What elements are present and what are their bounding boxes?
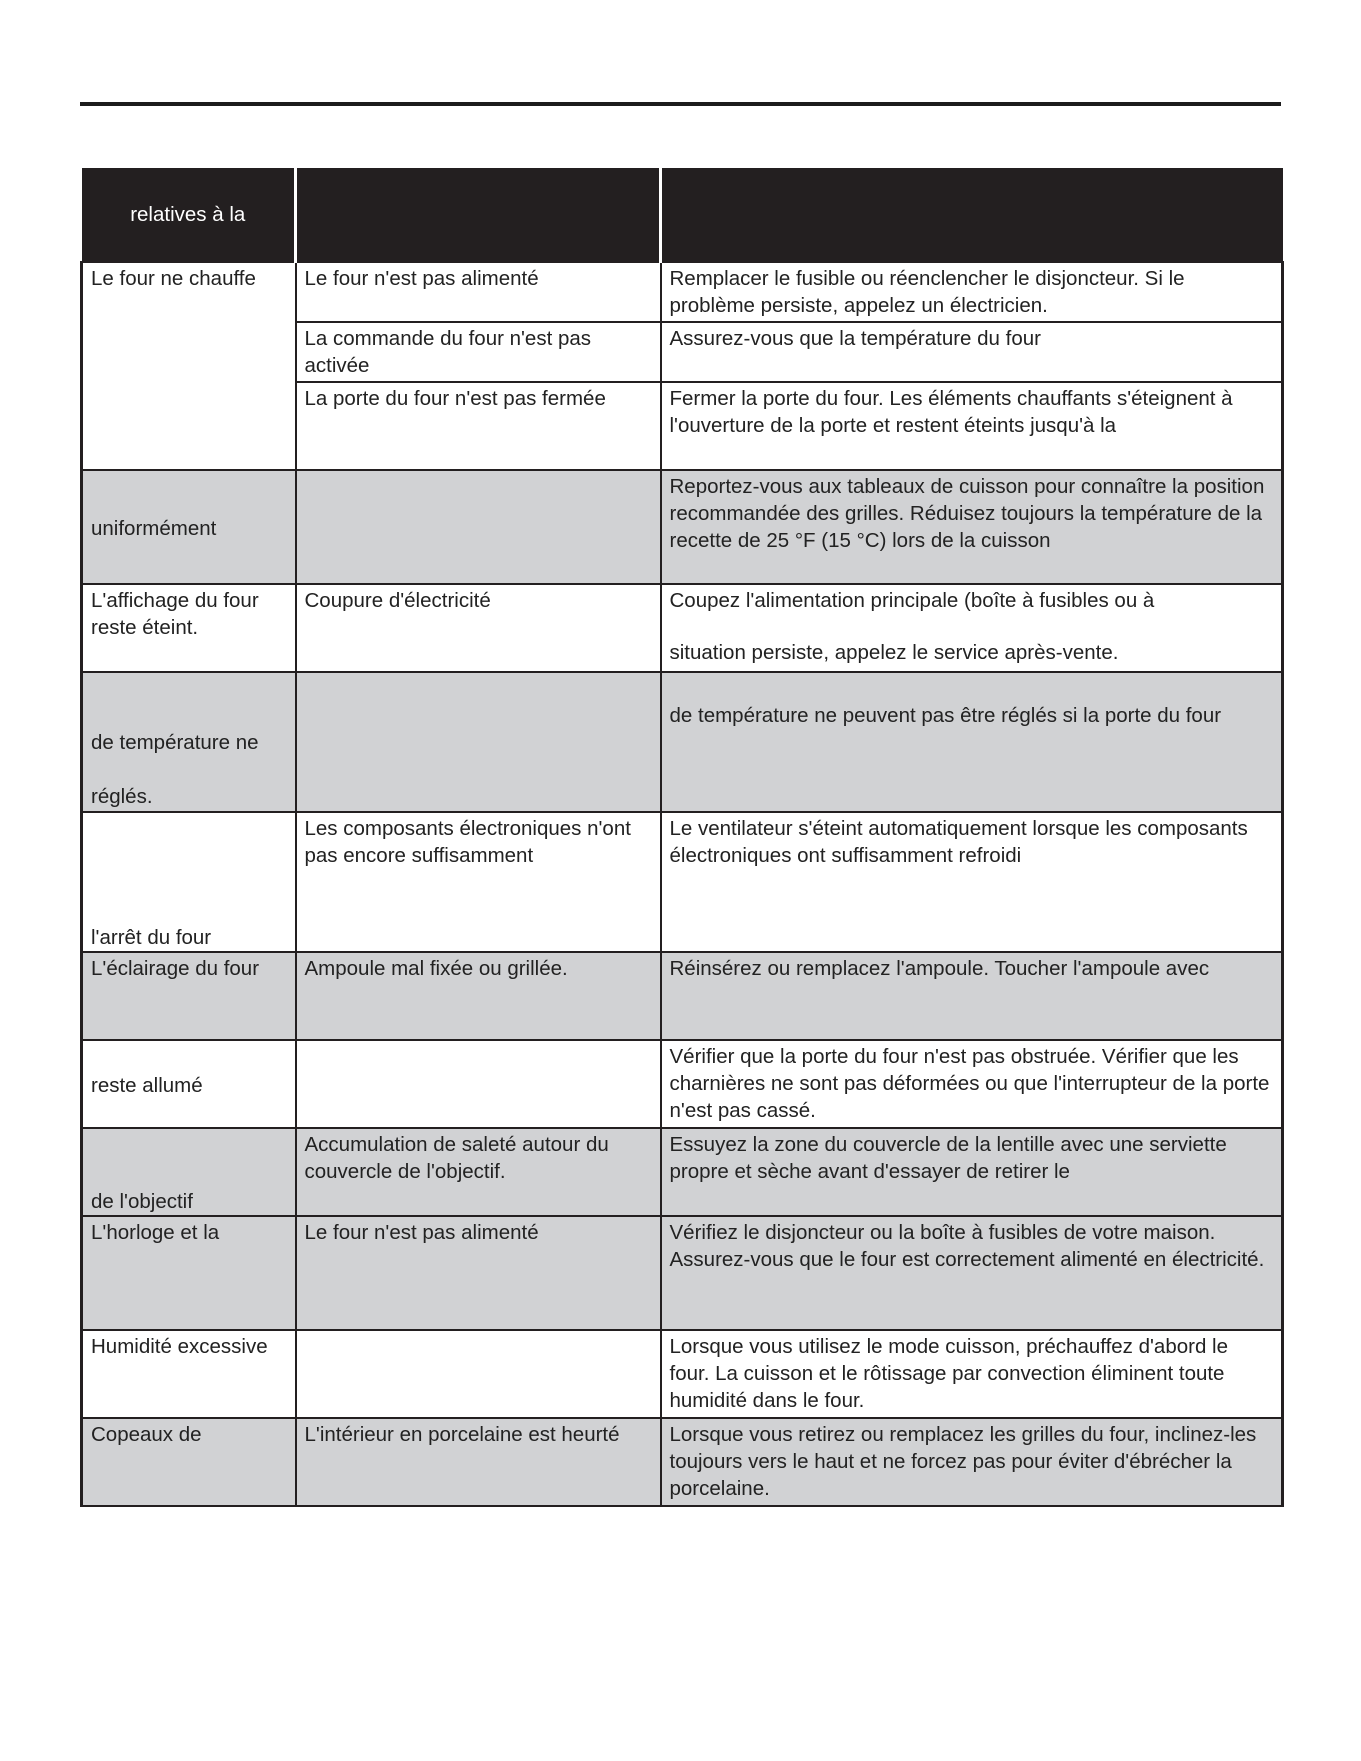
solution-cell: Le ventilateur s'éteint automatiquement lorsque les composants électroniques ont suffisamment refroidi [661, 812, 1283, 952]
cause-cell: Le four n'est pas alimenté [296, 1216, 661, 1330]
table-row [82, 1216, 1283, 1330]
solution-cell: Essuyez la zone du couvercle de la lentille avec une serviette propre et sèche avant d'essayer de retirer le [661, 1128, 1283, 1216]
problem-cell [82, 672, 296, 812]
table-row [82, 1040, 1283, 1128]
solution-cell: Lorsque vous utilisez le mode cuisson, préchauffez d'abord le four. La cuisson et le rôtissage par convection éliminent toute humidité dans le four. [661, 1330, 1283, 1418]
cause-cell: Ampoule mal fixée ou grillée. [296, 952, 661, 1040]
solution-cell: Réinsérez ou remplacez l'ampoule. Toucher l'ampoule avec [661, 952, 1283, 1040]
table-row [82, 1418, 1283, 1506]
cause-cell: Coupure d'électricité [296, 584, 661, 672]
solution-cell [661, 672, 1283, 812]
table-row [82, 672, 1283, 812]
problem-cell: uniformément [82, 470, 296, 584]
solution-cell: Reportez-vous aux tableaux de cuisson pour connaître la position recommandée des grilles. Réduisez toujours la température de la recette de 25 °F (15 °C) lors de la cuisson [661, 470, 1283, 584]
top-rule [80, 102, 1281, 106]
table-row [82, 1330, 1283, 1418]
table-row [82, 262, 1283, 322]
cause-cell [296, 1040, 661, 1128]
table-header-row [82, 168, 1283, 262]
problem-cell: Copeaux de [82, 1418, 296, 1506]
cause-cell: Accumulation de saleté autour du couvercle de l'objectif. [296, 1128, 661, 1216]
cause-cell: Le four n'est pas alimenté [296, 262, 661, 322]
table-row [82, 812, 1283, 952]
table-row [82, 470, 1283, 584]
solution-line: situation persiste, appelez le service après-vente. [669, 641, 1119, 664]
solution-line: de température ne peuvent pas être réglés si la porte du four [669, 704, 1222, 727]
header-cause [296, 168, 661, 262]
cause-cell [296, 470, 661, 584]
problem-cell: reste allumé [82, 1040, 296, 1128]
problem-line: de température ne [91, 731, 259, 754]
table-row [82, 1128, 1283, 1216]
solution-cell: Fermer la porte du four. Les éléments chauffants s'éteignent à l'ouverture de la porte et restent éteints jusqu'à la [661, 382, 1283, 470]
problem-cell: L'éclairage du four [82, 952, 296, 1040]
header-solution [661, 168, 1283, 262]
problem-cell: Le four ne chauffe [82, 262, 296, 470]
solution-cell: Remplacer le fusible ou réenclencher le disjoncteur. Si le problème persiste, appelez un électricien. [661, 262, 1283, 322]
table-row [82, 952, 1283, 1040]
problem-cell: L'horloge et la [82, 1216, 296, 1330]
problem-cell: de l'objectif [82, 1128, 296, 1216]
solution-line: Coupez l'alimentation principale (boîte à fusibles ou à [669, 589, 1155, 612]
cause-cell [296, 672, 661, 812]
solution-cell [661, 584, 1283, 672]
solution-cell: Vérifiez le disjoncteur ou la boîte à fusibles de votre maison. Assurez-vous que le four est correctement alimenté en électricité. [661, 1216, 1283, 1330]
cause-cell: Les composants électroniques n'ont pas encore suffisamment [296, 812, 661, 952]
header-problem: relatives à la [82, 168, 296, 262]
table-row [82, 584, 1283, 672]
solution-cell: Vérifier que la porte du four n'est pas obstruée. Vérifier que les charnières ne sont pas déformées ou que l'interrupteur de la porte n'est pas cassé. [661, 1040, 1283, 1128]
problem-cell: L'affichage du four reste éteint. [82, 584, 296, 672]
cause-cell: La porte du four n'est pas fermée [296, 382, 661, 470]
cause-cell [296, 1330, 661, 1418]
problem-line: réglés. [91, 785, 153, 808]
problem-cell: l'arrêt du four [82, 812, 296, 952]
cause-cell: La commande du four n'est pas activée [296, 322, 661, 382]
solution-cell: Lorsque vous retirez ou remplacez les grilles du four, inclinez-les toujours vers le haut et ne forcez pas pour éviter d'ébrécher la porcelaine. [661, 1418, 1283, 1506]
cause-cell: L'intérieur en porcelaine est heurté [296, 1418, 661, 1506]
solution-cell: Assurez-vous que la température du four [661, 322, 1283, 382]
problem-cell: Humidité excessive [82, 1330, 296, 1418]
troubleshooting-table [80, 168, 1284, 1507]
